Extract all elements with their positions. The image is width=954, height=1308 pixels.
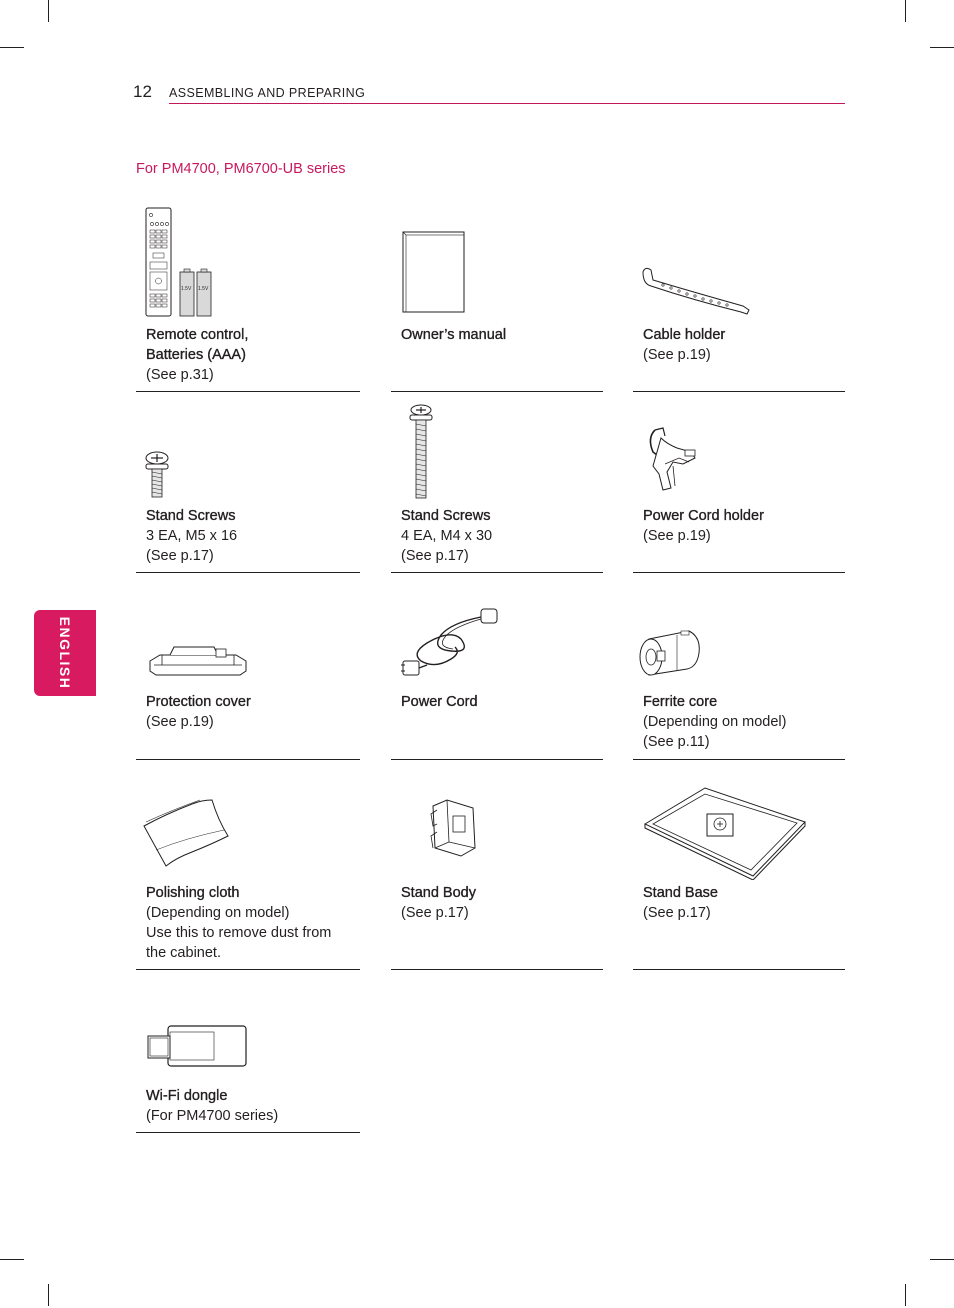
manual-icon [391, 200, 603, 320]
item-name: Ferrite core [643, 694, 718, 710]
crop-mark [905, 1284, 906, 1306]
item-detail: (Depending on model) [643, 714, 787, 730]
series-label: For PM4700, PM6700-UB series [136, 161, 346, 177]
header-rule [169, 103, 845, 104]
item-stand-body [391, 760, 603, 970]
section-title: ASSEMBLING AND PREPARING [169, 86, 366, 100]
item-detail: (See p.19) [643, 347, 711, 363]
item-detail: Use this to remove dust from [146, 925, 332, 941]
item-detail: (See p.31) [146, 367, 214, 383]
item-polishing-cloth [136, 760, 360, 970]
item-divider [633, 969, 845, 970]
item-name: Stand Body [401, 885, 476, 901]
item-name: Wi-Fi dongle [146, 1088, 228, 1104]
item-name: Polishing cloth [146, 885, 240, 901]
crop-mark [930, 47, 954, 48]
cable-holder-icon [633, 200, 845, 320]
item-detail: (For PM4700 series) [146, 1108, 279, 1124]
item-power-cord [391, 573, 603, 760]
item-detail: (See p.17) [146, 548, 214, 564]
item-name: Power Cord [401, 694, 478, 710]
item-detail: (See p.19) [643, 528, 711, 544]
item-name: Cable holder [643, 327, 726, 343]
item-stand-base [633, 760, 845, 970]
item-name: Batteries (AAA) [146, 347, 246, 363]
item-name: Stand Screws [401, 508, 491, 524]
item-name: Stand Base [643, 885, 718, 901]
item-name: Stand Screws [146, 508, 236, 524]
item-detail: 3 EA, M5 x 16 [146, 528, 238, 544]
item-power-cord-holder [633, 392, 845, 573]
screw-icon [136, 392, 360, 507]
item-detail: 4 EA, M4 x 30 [401, 528, 493, 544]
item-detail: the cabinet. [146, 945, 221, 961]
item-detail: (Depending on model) [146, 905, 290, 921]
battery-label: 1.5V [181, 286, 192, 292]
crop-mark [48, 1284, 49, 1306]
ferrite-core-icon [633, 573, 845, 693]
item-ferrite-core [633, 573, 845, 760]
item-detail: (See p.17) [643, 905, 711, 921]
stand-body-icon [391, 760, 603, 880]
crop-mark [905, 0, 906, 22]
item-owners-manual [391, 200, 603, 392]
language-tab [34, 610, 96, 696]
protection-cover-icon [136, 573, 360, 693]
power-cord-icon [391, 573, 603, 693]
item-detail: (See p.19) [146, 714, 214, 730]
item-divider [136, 1132, 360, 1133]
long-screw-icon [391, 392, 603, 507]
item-name: Remote control, [146, 327, 249, 343]
power-cord-holder-icon [633, 392, 845, 507]
page-number: 12 [133, 82, 152, 101]
item-detail: (See p.17) [401, 548, 469, 564]
language-tab-label: ENGLISH [57, 616, 73, 690]
item-cable-holder [633, 200, 845, 392]
crop-mark [0, 1259, 24, 1260]
item-detail: (See p.17) [401, 905, 469, 921]
polishing-cloth-icon [136, 760, 360, 880]
remote-control-icon [136, 200, 360, 320]
item-protection-cover [136, 573, 360, 760]
item-stand-screws-m4 [391, 392, 603, 573]
item-name: Owner’s manual [401, 327, 507, 343]
wifi-dongle-icon [136, 970, 360, 1090]
item-wifi-dongle [136, 970, 360, 1133]
item-divider [391, 969, 603, 970]
item-detail: (See p.11) [643, 734, 710, 750]
item-name: Power Cord holder [643, 508, 764, 524]
item-remote-control [136, 200, 360, 392]
battery-label: 1.5V [198, 286, 209, 292]
item-stand-screws-m5 [136, 392, 360, 573]
crop-mark [48, 0, 49, 22]
crop-mark [930, 1259, 954, 1260]
item-name: Protection cover [146, 694, 251, 710]
crop-mark [0, 47, 24, 48]
stand-base-icon [633, 760, 845, 880]
